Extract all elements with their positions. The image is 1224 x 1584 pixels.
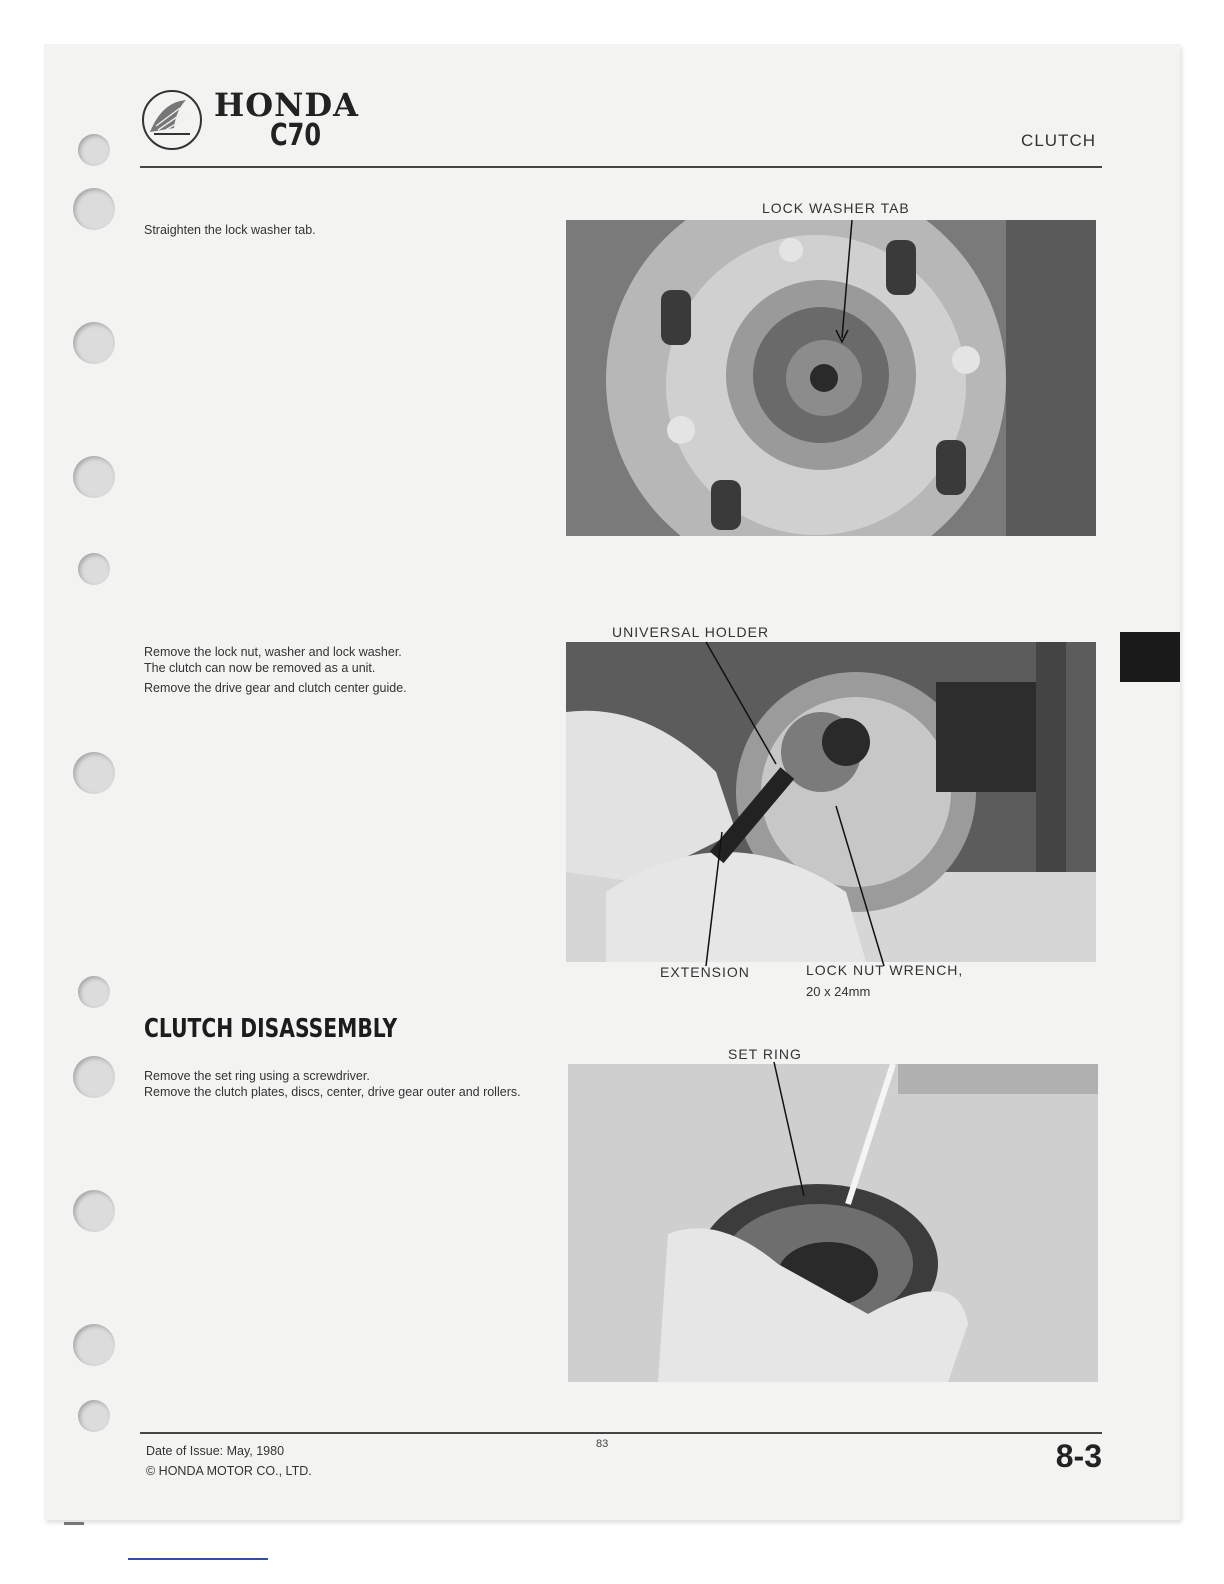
disassembly-line: Remove the set ring using a screwdriver. [144,1069,370,1083]
binder-hole [73,1056,115,1098]
link-underline [128,1558,268,1560]
step-1-line: Straighten the lock washer tab. [144,223,316,237]
step-2-line: Remove the lock nut, washer and lock washer. [144,645,402,659]
page-code: 8-3 [1055,1438,1102,1474]
fig2-label-universal-holder: UNIVERSAL HOLDER [612,624,770,640]
binder-hole [78,553,110,585]
honda-wing-logo-icon [140,88,204,152]
section-heading: CLUTCH DISASSEMBLY [144,1014,398,1044]
fig2-label-lock-nut-wrench: LOCK NUT WRENCH, [806,962,964,978]
fig3-leader-line [568,1058,1098,1218]
section-tab-marker [1120,632,1180,682]
binder-hole [78,976,110,1008]
binder-hole [78,1400,110,1432]
issue-date: Date of Issue: May, 1980 [146,1444,285,1458]
fig1-leader-line [566,208,1096,348]
disassembly-line: Remove the clutch plates, discs, center, drive gear outer and rollers. [144,1085,521,1099]
page-edge [64,1522,84,1525]
step-2-line: The clutch can now be removed as a unit. [144,661,376,675]
fig2-leader-lines [566,636,1096,976]
fig2-label-extension: EXTENSION [660,964,750,980]
fig2-label-wrench-size: 20 x 24mm [806,984,871,999]
binder-hole [73,1190,115,1232]
binder-hole [78,134,110,166]
binder-hole [73,1324,115,1366]
binder-hole [73,188,115,230]
section-title: CLUTCH [1021,131,1096,150]
disassembly-text [144,1068,539,1104]
brand-name: HONDA [214,86,359,124]
fig1-label: LOCK WASHER TAB [762,200,910,216]
footer-rule [140,1432,1102,1434]
copyright: © HONDA MOTOR CO., LTD. [146,1464,312,1478]
page-number: 83 [596,1438,609,1450]
header-rule [140,166,1102,168]
step-1-text [144,222,524,242]
step-2-text [144,644,524,700]
model-name: C70 [270,118,322,153]
binder-hole [73,752,115,794]
binder-hole [73,322,115,364]
step-2-line: Remove the drive gear and clutch center guide. [144,681,407,695]
binder-hole [73,456,115,498]
fig3-label: SET RING [728,1046,802,1062]
